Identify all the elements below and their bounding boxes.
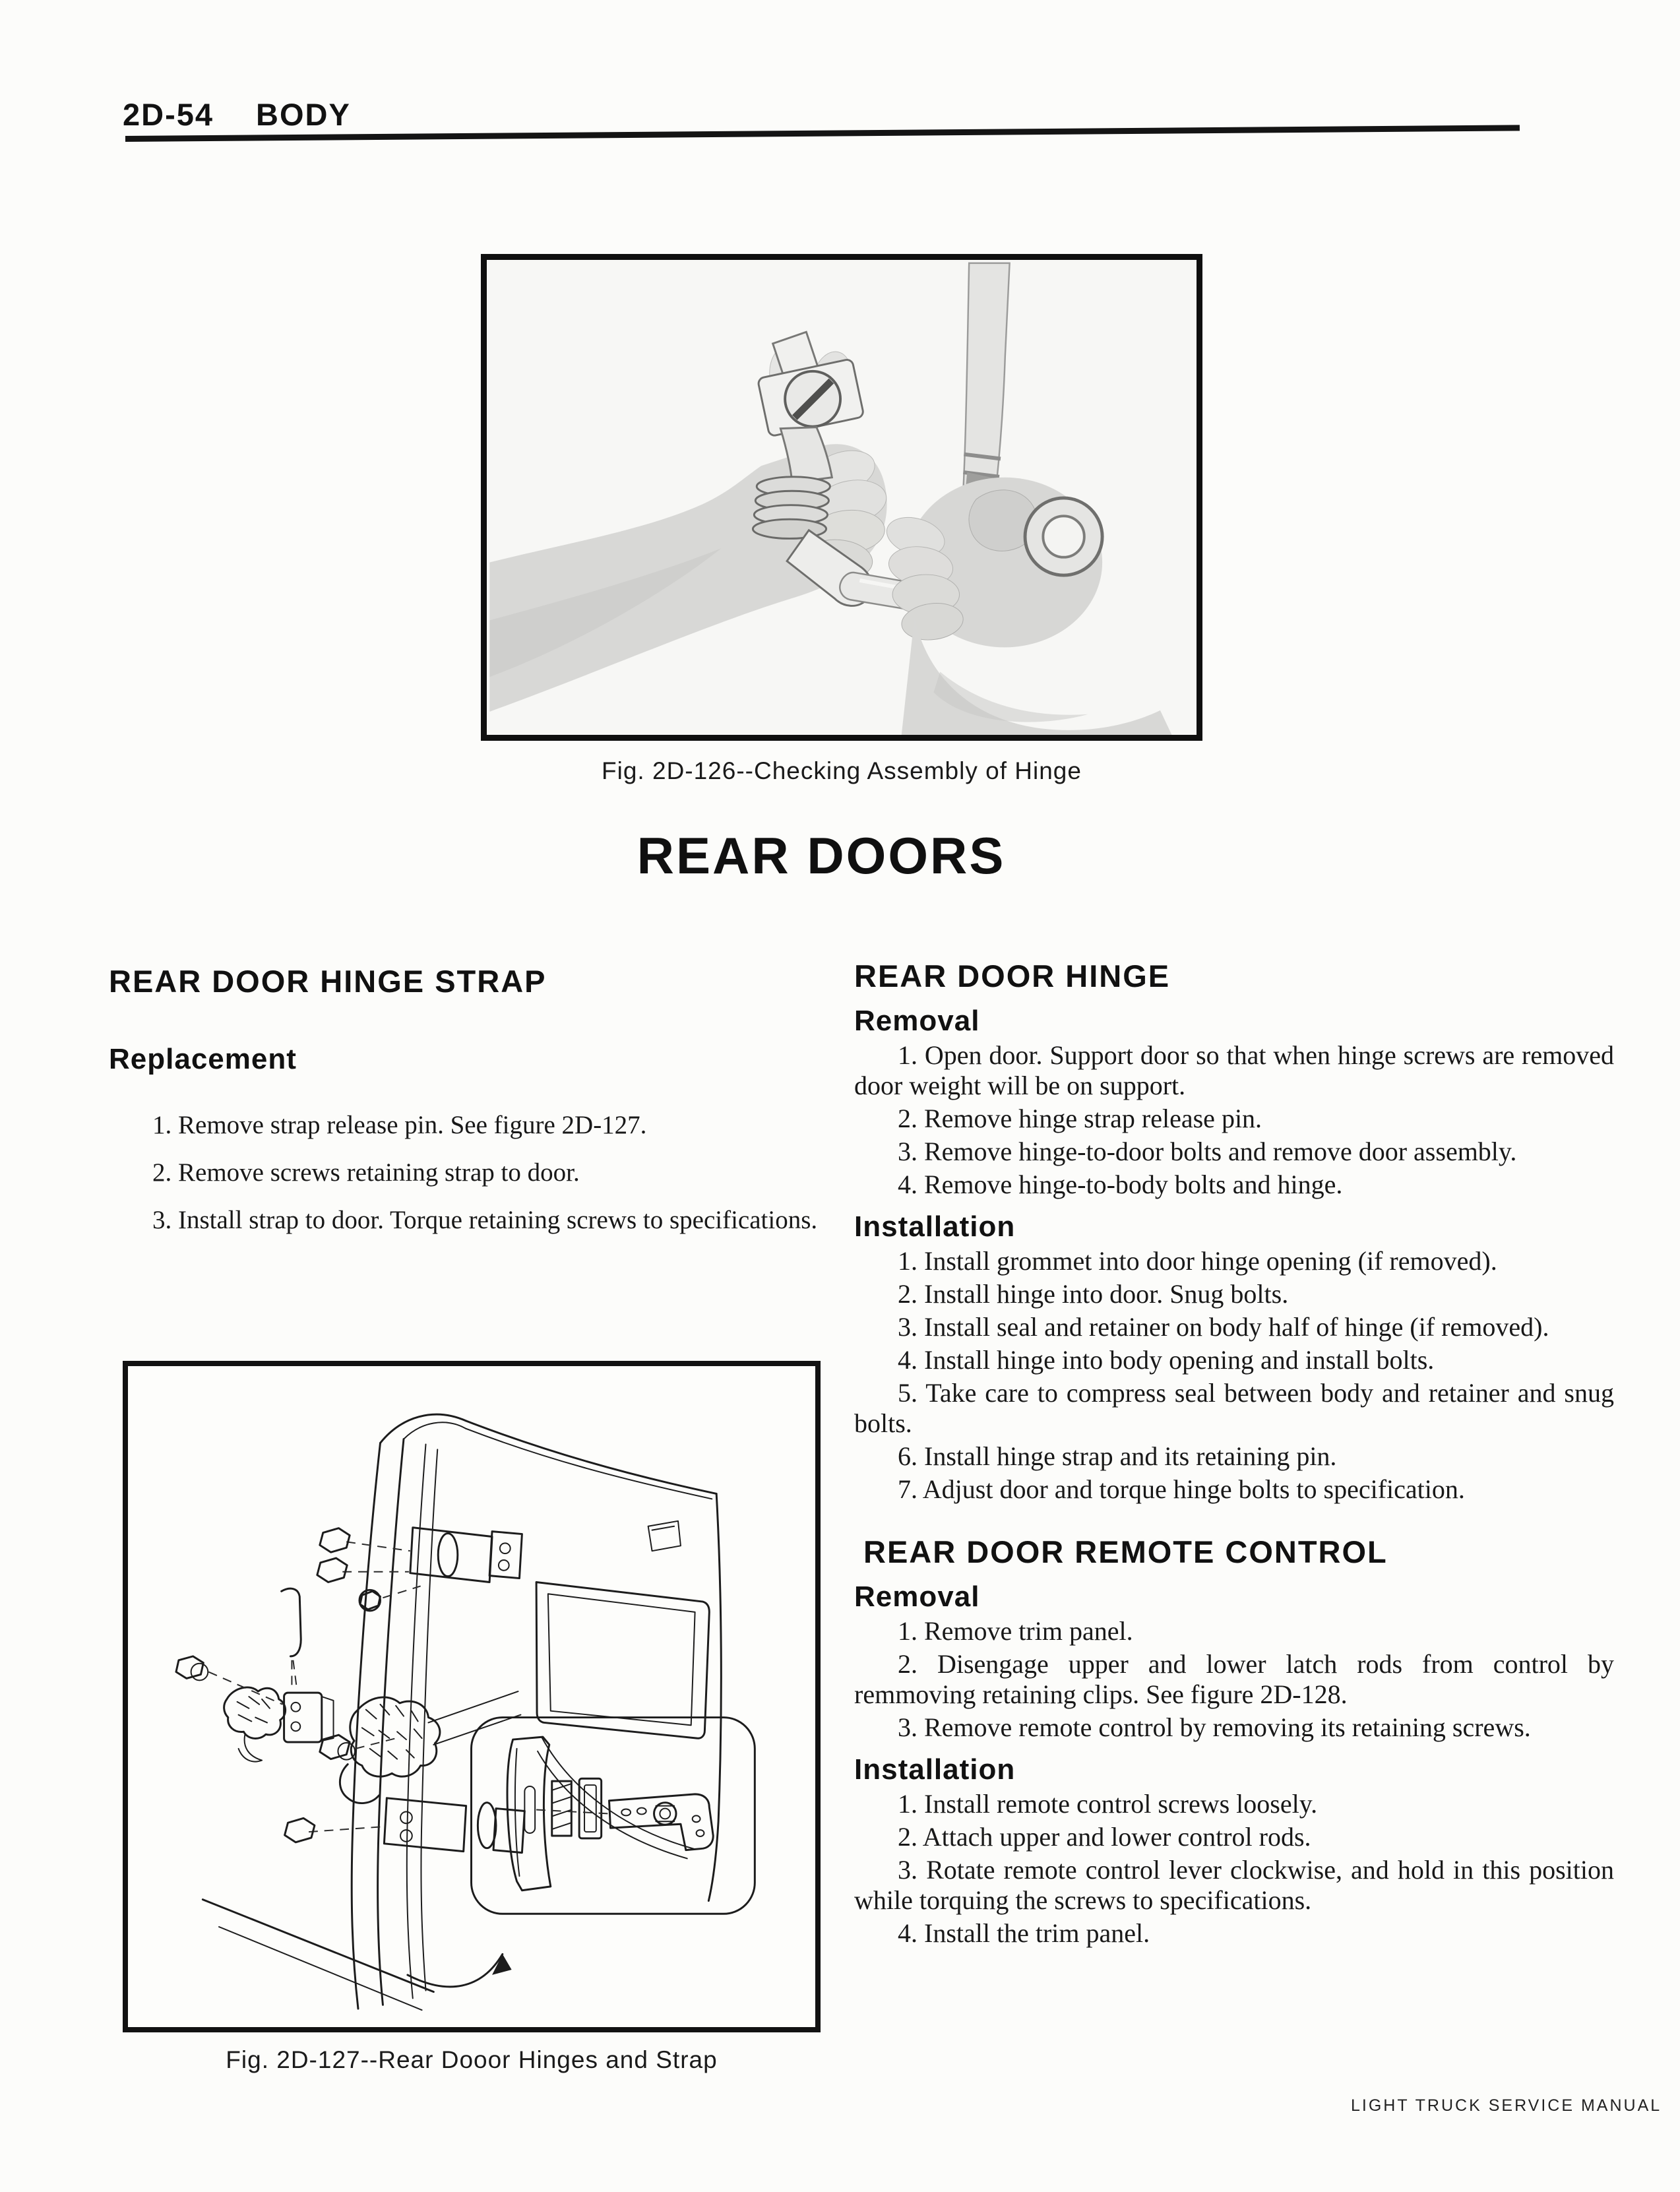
step: 2. Install hinge into door. Snug bolts. [898, 1279, 1289, 1309]
subsection-removal: Removal [854, 1005, 980, 1037]
rear-door-hinges-diagram [128, 1366, 815, 2027]
step: 4. Install hinge into body opening and install bolts. [898, 1345, 1435, 1375]
step: 4. Remove hinge-to-body bolts and hinge. [898, 1170, 1343, 1199]
step: 6. Install hinge strap and its retaining pin. [898, 1441, 1337, 1471]
step: 3. Install strap to door. Torque retaining screws to specifications. [152, 1206, 818, 1234]
figure-2d-126-caption: Fig. 2D-126--Checking Assembly of Hinge [602, 757, 1082, 784]
page-header [123, 96, 351, 133]
left-column [109, 963, 826, 1236]
figure-2d-127-caption: Fig. 2D-127--Rear Dooor Hinges and Strap [226, 2046, 718, 2073]
step: 3. Remove hinge-to-door bolts and remove door assembly. [898, 1137, 1517, 1166]
step: 3. Rotate remote control lever clockwise, and hold in this position while torquing the screws to specifications. [854, 1855, 1614, 1915]
subsection-installation: Installation [854, 1210, 1016, 1243]
step: 4. Install the trim panel. [898, 1918, 1150, 1948]
hinge-check-photo-illustration [487, 260, 1197, 735]
section-rear-door-remote-control: REAR DOOR REMOTE CONTROL [863, 1534, 1388, 1569]
step: 2. Attach upper and lower control rods. [898, 1822, 1311, 1852]
step: 7. Adjust door and torque hinge bolts to specification. [898, 1474, 1465, 1504]
step: 3. Remove remote control by removing its retaining screws. [898, 1712, 1531, 1742]
step: 3. Install seal and retainer on body half of hinge (if removed). [898, 1312, 1549, 1342]
step: 2. Remove hinge strap release pin. [898, 1104, 1262, 1133]
footer-manual-name: LIGHT TRUCK SERVICE MANUAL [1351, 2096, 1662, 2115]
step: 5. Take care to compress seal between body and retainer and snug bolts. [854, 1378, 1614, 1438]
subsection-removal: Removal [854, 1581, 980, 1613]
step: 2. Disengage upper and lower latch rods from control by remmoving retaining clips. See figure 2D-128. [854, 1649, 1614, 1709]
step: 1. Remove trim panel. [898, 1616, 1133, 1646]
subsection-replacement: Replacement [109, 1043, 297, 1075]
step: 2. Remove screws retaining strap to door. [152, 1158, 580, 1187]
subsection-installation: Installation [854, 1753, 1016, 1786]
figure-2d-126 [481, 254, 1202, 741]
step: 1. Open door. Support door so that when hinge screws are removed door weight will be on support. [854, 1040, 1614, 1100]
step: 1. Remove strap release pin. See figure 2D-127. [152, 1111, 647, 1139]
right-column [854, 958, 1614, 1949]
section-title: BODY [256, 97, 351, 132]
section-rear-door-hinge: REAR DOOR HINGE [854, 958, 1171, 993]
step: 1. Install grommet into door hinge opening (if removed). [898, 1246, 1497, 1276]
figure-2d-127 [123, 1361, 821, 2032]
page-title: REAR DOORS [637, 827, 1006, 885]
section-rear-door-hinge-strap: REAR DOOR HINGE STRAP [109, 964, 547, 999]
page-number: 2D-54 [123, 97, 214, 132]
step: 1. Install remote control screws loosely. [898, 1789, 1318, 1819]
